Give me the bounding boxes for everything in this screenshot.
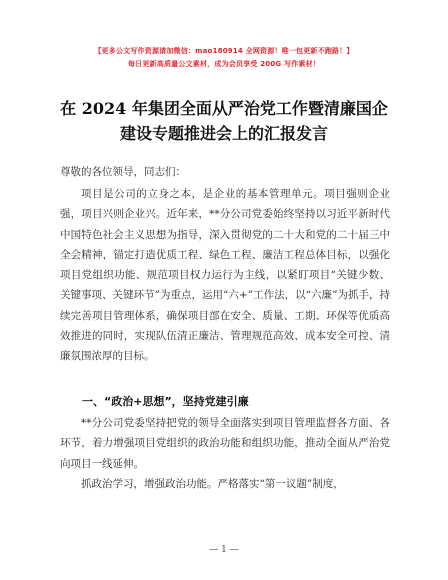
page-number: — 1 — xyxy=(209,545,239,555)
document-title: 在 2024 年集团全面从严治党工作暨清廉国企建设专题推进会上的汇报发言 xyxy=(60,99,388,143)
greeting: 尊敬的各位领导，同志们： xyxy=(60,166,186,178)
paragraph-1: 项目是公司的立身之本，是企业的基本管理单元。项目强则企业强，项目兴则企业兴。近年来，**分公司党委始终坚持以习近平新时代中国特色社会主义思想为指导，深入贯彻党的二十大和党的二十届三中全会精神，锚定打造优质工程、绿色工程、廉洁工程总体目标，以强化项目党组织功能、规范项目权力运行为主线，以紧盯项目“关键少数、关键事项、关键环节”为重点，运用“六+”工作法，以“六廉”为抓手，持续完善项目管理体系，确保项目部在安全、质量、工期、环保等优质高效推进的同时，实现队伍清正廉洁、管理规范高效、成本安全可控、清廉氛围浓厚的目标。 xyxy=(60,188,390,363)
section-heading-1: 一、“政治+思想”，坚持党建引廉 xyxy=(82,395,249,408)
paragraph-2: **分公司党委坚持把党的领导全面落实到项目管理监督各方面、各环节，着力增强项目党组织的政治功能和组织功能，推动全面从严治党向项目一线延伸。 xyxy=(60,417,390,470)
paragraph-3: 抓政治学习，增强政治功能。严格落实“第一议题”制度， xyxy=(81,478,344,490)
promo-banner-line-1: 【更多公文写作资源请加微信：mao180914 全网资源！唯一包更新不跑路！】 xyxy=(94,47,354,55)
promo-banner-line-2: 每日更新高质量公文素材，成为会员享受 200G 写作素材！ xyxy=(127,60,321,68)
